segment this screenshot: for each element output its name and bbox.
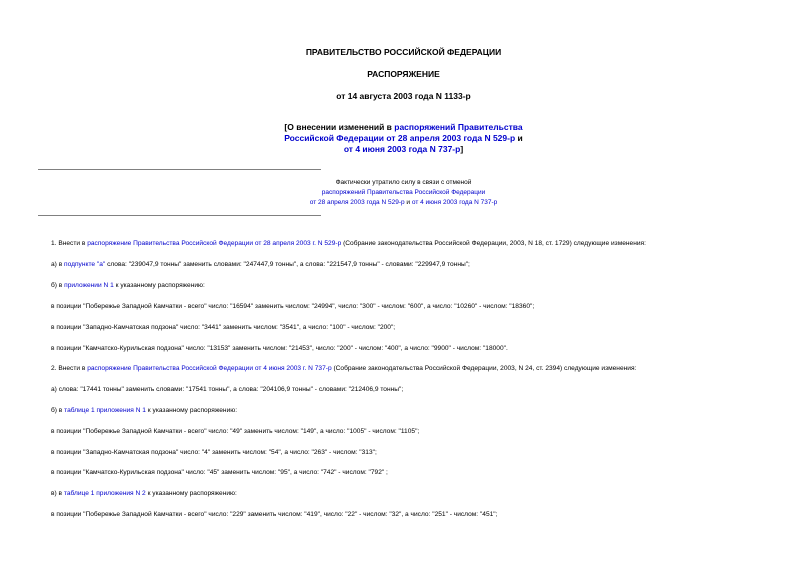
- paragraph-2b-item-3: в позиции "Камчатско-Курильская подзона" число: "45" заменить числом: "95", а число: "742" - числом: "792" ;: [51, 469, 388, 476]
- status-note: [236, 178, 571, 208]
- paragraph-1: [51, 239, 791, 248]
- link-table-1[interactable]: таблице 1: [63, 490, 95, 497]
- status-note-link-529[interactable]: от 28 апреля 2003 года N 529-р: [309, 199, 405, 206]
- paragraph-2-suffix: (Собрание законодательства Российской Федерации, 2003, N 24, ст. 2394) следующие изменения:: [331, 365, 637, 372]
- divider-top: [38, 169, 321, 170]
- status-note-line1: Фактически утратило силу в связи с отменой: [335, 179, 472, 186]
- paragraph-2b-item-2: в позиции "Западно-Камчатская подзона" число: "4" заменить числом: "54", а число: "263" - числом: "313";: [51, 449, 377, 456]
- subject-text: [О внесении изменений в: [284, 122, 395, 132]
- link-appendix-2[interactable]: приложения N 2: [96, 490, 146, 497]
- paragraph-1b-item-2: в позиции "Западно-Камчатская подзона" число: "3441" заменить числом: "3541", а число: "100" - числом: "200";: [51, 324, 396, 331]
- paragraph-2b-suffix: к указанному распоряжению:: [145, 407, 238, 414]
- paragraph-2v-prefix: в) в: [51, 490, 64, 497]
- paragraph-1b: [51, 281, 791, 290]
- subject-link-decree-737[interactable]: от 4 июня 2003 года N 737-р: [343, 144, 461, 154]
- document-date-number: от 14 августа 2003 года N 1133-р: [336, 91, 471, 101]
- document-type-heading: РАСПОРЯЖЕНИЕ: [367, 69, 440, 79]
- paragraph-1-suffix: (Собрание законодательства Российской Федерации, 2003, N 18, ст. 1729) следующие изменения:: [341, 240, 646, 247]
- paragraph-2v: [51, 489, 791, 498]
- subject-link-decree-529-date[interactable]: Российской Федерации от 28 апреля 2003 года N 529-р: [284, 133, 516, 143]
- paragraph-1b-suffix: к указанному распоряжению:: [113, 282, 205, 289]
- paragraph-2-prefix: 2. Внести в: [51, 365, 88, 372]
- paragraph-1b-item-3: в позиции "Камчатско-Курильская подзона" число: "13153" заменить числом: "21453", число: "200" - числом: "400", а число: "9900" - числом: "18000".: [51, 345, 508, 352]
- paragraph-2b: [51, 406, 791, 415]
- paragraph-2b-prefix: б) в: [51, 407, 65, 414]
- subject-and: и: [515, 133, 523, 143]
- paragraph-1b-item-1: в позиции "Побережье Западной Камчатки - всего" число: "16594" заменить числом: "24994", число: "300" - числом: "600", а число: "10260" - числом: "18360";: [51, 303, 535, 310]
- divider-bottom: [38, 215, 321, 216]
- document-subject: [0, 122, 807, 155]
- link-table-1-appendix-1[interactable]: таблице 1 приложения N 1: [64, 407, 146, 414]
- paragraph-2b-item-1: в позиции "Побережье Западной Камчатки - всего" число: "49" заменить числом: "149", а число: "1005" - числом: "1105";: [51, 428, 420, 435]
- link-decree-529[interactable]: распоряжение Правительства Российской Федерации от 28 апреля 2003 г. N 529-р: [87, 240, 342, 247]
- paragraph-2: [51, 364, 791, 373]
- paragraph-1a-prefix: а) в: [51, 261, 65, 268]
- status-note-link-decrees[interactable]: распоряжений Правительства Российской Федерации: [321, 189, 486, 196]
- paragraph-1b-prefix: б) в: [51, 282, 65, 289]
- subject-link-decree-529[interactable]: распоряжений Правительства: [394, 122, 523, 132]
- link-appendix-1[interactable]: приложении N 1: [64, 282, 114, 289]
- paragraph-1-prefix: 1. Внести в: [51, 240, 88, 247]
- paragraph-2v-suffix: к указанному распоряжению:: [145, 490, 237, 497]
- subject-close-bracket: ]: [460, 144, 464, 154]
- status-note-and: и: [404, 199, 412, 206]
- status-note-link-737[interactable]: от 4 июня 2003 года N 737-р: [411, 199, 498, 206]
- link-decree-737[interactable]: распоряжение Правительства Российской Федерации от 4 июня 2003 г. N 737-р: [87, 365, 332, 372]
- paragraph-1a: [51, 260, 791, 269]
- link-subparagraph-a[interactable]: подпункте "а": [64, 261, 106, 268]
- paragraph-1a-suffix: слова: "239047,9 тонны" заменить словами: "247447,9 тонны", а слова: "221547,9 тонны" - словами: "229947,9 тонны";: [105, 261, 470, 268]
- paragraph-2v-item-1: в позиции "Побережье Западной Камчатки - всего" число: "229" заменить числом: "419", число: "22" - числом: "32", а число: "251" - числом: "451";: [51, 511, 498, 518]
- government-heading: ПРАВИТЕЛЬСТВО РОССИЙСКОЙ ФЕДЕРАЦИИ: [305, 47, 502, 57]
- paragraph-2a: а) слова: "17441 тонны" заменить словами: "17541 тонны", а слова: "204106,9 тонны" - словами: "212406,9 тонны";: [51, 386, 404, 393]
